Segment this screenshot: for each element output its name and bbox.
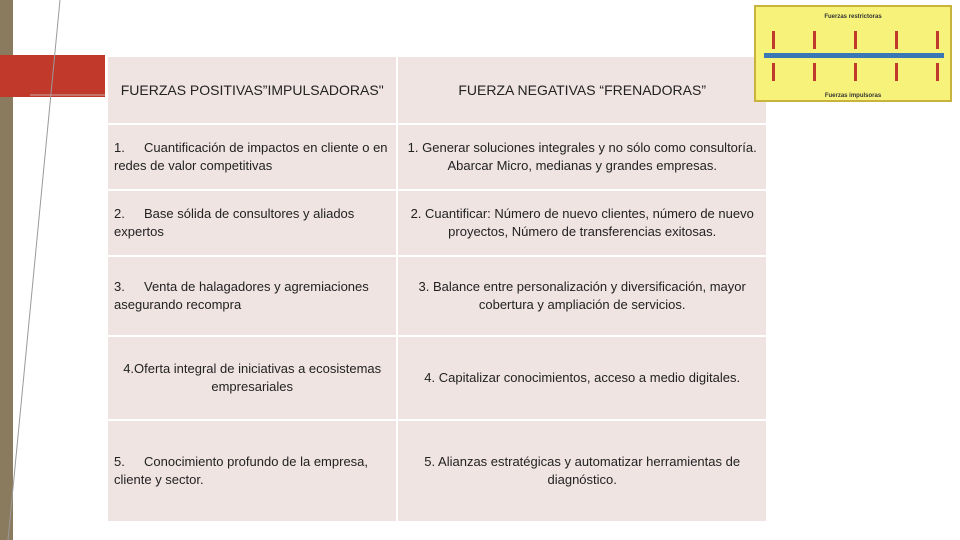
- table-row: [107, 420, 767, 522]
- diagram-center-bar: [764, 53, 944, 58]
- driving-arrow: [813, 63, 816, 81]
- positive-text: Venta de halagadores y agremiaciones asegurando recompra: [114, 279, 369, 312]
- positive-cell: [107, 190, 397, 256]
- table-row: [107, 336, 767, 420]
- restraining-arrow: [854, 31, 857, 49]
- positive-cell: [107, 124, 397, 190]
- diagram-bottom-label: Fuerzas impulsoras: [824, 93, 882, 99]
- forces-table: [106, 55, 768, 523]
- row-number: 3.: [114, 279, 125, 294]
- table-header-row: [107, 56, 767, 124]
- positive-text: Cuantificación de impactos en cliente o en redes de valor competitivas: [114, 140, 388, 173]
- negative-cell: 5. Alianzas estratégicas y automatizar herramientas de diagnóstico.: [397, 420, 767, 522]
- positive-text: Base sólida de consultores y aliados expertos: [114, 206, 355, 239]
- header-negative-forces: FUERZA NEGATIVAS “FRENADORAS”: [397, 56, 767, 124]
- positive-cell: [107, 336, 397, 420]
- negative-cell: 4. Capitalizar conocimientos, acceso a medio digitales.: [397, 336, 767, 420]
- restraining-arrow: [772, 31, 775, 49]
- decorative-line: [0, 0, 120, 540]
- positive-text: Conocimiento profundo de la empresa, cliente y sector.: [114, 454, 369, 487]
- driving-arrow: [936, 63, 939, 81]
- negative-cell: 2. Cuantificar: Número de nuevo clientes, número de nuevo proyectos, Número de transferencias exitosas.: [397, 190, 767, 256]
- positive-cell: [107, 420, 397, 522]
- table-row: [107, 256, 767, 336]
- negative-cell: 3. Balance entre personalización y diversificación, mayor cobertura y ampliación de servicios.: [397, 256, 767, 336]
- force-field-diagram: [754, 5, 952, 102]
- positive-cell: [107, 256, 397, 336]
- row-number: 5.: [114, 454, 125, 469]
- header-positive-forces: FUERZAS POSITIVAS”IMPULSADORAS": [107, 56, 397, 124]
- driving-arrow: [895, 63, 898, 81]
- positive-text: 4.Oferta integral de iniciativas a ecosistemas empresariales: [123, 361, 382, 394]
- driving-arrow: [772, 63, 775, 81]
- table-row: [107, 124, 767, 190]
- row-number: 1.: [114, 140, 125, 155]
- restraining-arrow: [813, 31, 816, 49]
- negative-cell: 1. Generar soluciones integrales y no sólo como consultoría. Abarcar Micro, medianas y grandes empresas.: [397, 124, 767, 190]
- restraining-arrow: [895, 31, 898, 49]
- table-row: [107, 190, 767, 256]
- forces-table-container: [106, 55, 768, 521]
- row-number: 2.: [114, 206, 125, 221]
- restraining-arrow: [936, 31, 939, 49]
- diagram-top-label: Fuerzas restrictoras: [824, 14, 882, 20]
- driving-arrow: [854, 63, 857, 81]
